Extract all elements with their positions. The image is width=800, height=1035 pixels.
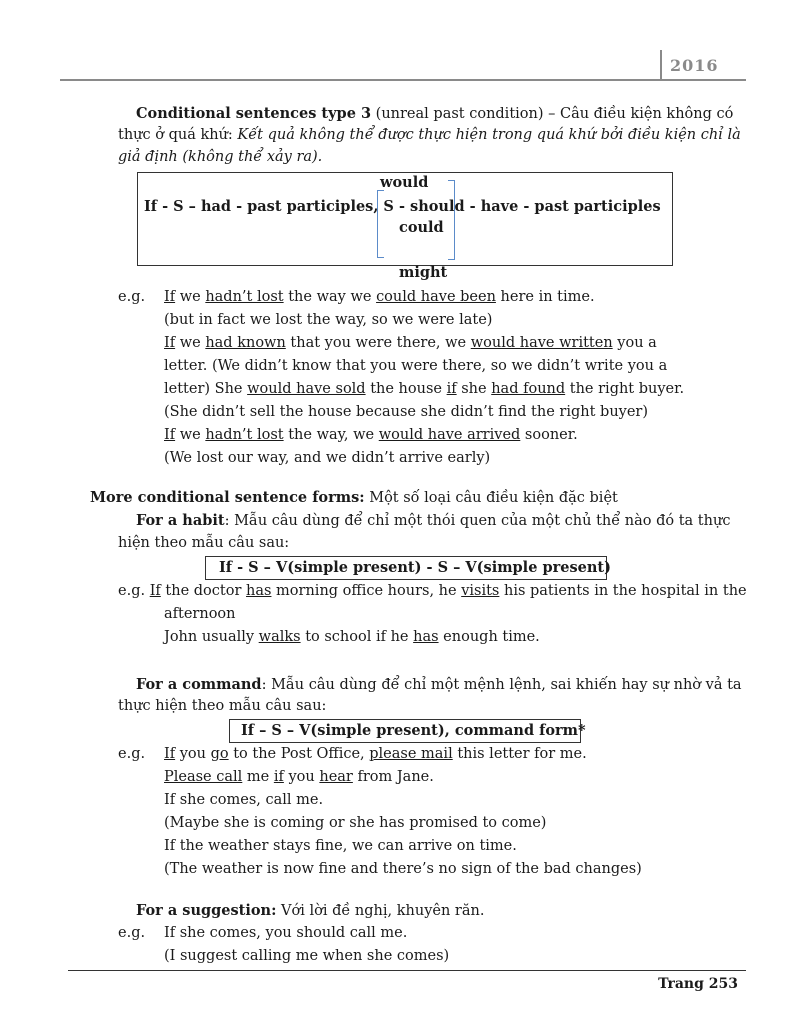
ex-text: the way we	[283, 289, 377, 305]
ex-verb: Please call	[164, 769, 243, 785]
ex-text: morning office hours, he	[271, 583, 462, 599]
suggestion-heading: For a suggestion:	[136, 902, 277, 919]
type3-intro-line1	[136, 105, 733, 122]
suggestion-eg-label: e.g.	[118, 925, 146, 941]
habit-text2: hiện theo mẫu câu sau:	[118, 535, 290, 551]
habit-formula: If - S – V(simple present) - S – V(simple present)	[219, 559, 611, 576]
type3-example-3	[164, 335, 657, 351]
ex-verb: has	[246, 583, 272, 599]
ex-text: John usually	[164, 629, 259, 645]
ex-verb: visits	[461, 583, 500, 599]
type3-example-5	[164, 381, 684, 397]
modal-would: would	[380, 174, 429, 191]
habit-example-1	[118, 583, 747, 599]
ex-text: we	[175, 335, 206, 351]
ex-text: enough time.	[438, 629, 540, 645]
header-year: 2016	[670, 56, 719, 75]
habit-heading: For a habit	[136, 512, 225, 529]
ex-verb: go	[210, 746, 229, 762]
command-example-4: (Maybe she is coming or she has promised to come)	[164, 815, 547, 831]
ex-text: me	[242, 769, 274, 785]
suggestion-example-2: (I suggest calling me when she comes)	[164, 948, 450, 964]
command-example-3: If she comes, call me.	[164, 792, 324, 808]
more-forms-line	[90, 489, 618, 506]
ex-verb: please mail	[369, 746, 453, 762]
ex-text: we	[175, 289, 206, 305]
command-heading: For a command	[136, 676, 262, 693]
habit-example-2: afternoon	[164, 606, 236, 622]
ex-if: If	[164, 427, 176, 443]
ex-verb: could have been	[376, 289, 496, 305]
formula-left: If - S – had - past participles, S -	[144, 198, 411, 215]
type3-example-8: (We lost our way, and we didn’t arrive early)	[164, 450, 491, 466]
command-example-6: (The weather is now fine and there’s no sign of the bad changes)	[164, 861, 642, 877]
habit-example-3	[164, 629, 540, 645]
command-example-5: If the weather stays fine, we can arrive on time.	[164, 838, 517, 854]
ex-verb: would have written	[470, 335, 613, 351]
command-eg-label: e.g.	[118, 746, 146, 762]
footer-rule	[68, 970, 746, 971]
ex-verb: walks	[258, 629, 301, 645]
command-example-2	[164, 769, 434, 785]
command-line1	[136, 676, 742, 693]
type3-example-7	[164, 427, 578, 443]
ex-verb: hear	[319, 769, 353, 785]
ex-text: that you were there, we	[285, 335, 471, 351]
modal-might: might	[399, 264, 448, 281]
type3-intro-italic2: giả định (không thể xảy ra).	[118, 149, 323, 165]
ex-verb: hadn’t lost	[205, 289, 284, 305]
ex-verb: would have sold	[247, 381, 366, 397]
header-divider-tick	[660, 50, 662, 80]
page-number: Trang 253	[658, 976, 738, 992]
ex-text: to the Post Office,	[228, 746, 370, 762]
type3-intro-line2	[118, 127, 741, 143]
type3-intro-italic: Kết quả không thể được thực hiện trong quá khứ bởi điều kiện chỉ là	[237, 127, 741, 143]
type3-example-1	[164, 289, 595, 305]
ex-verb: has	[413, 629, 439, 645]
habit-eg-label: e.g.	[118, 583, 150, 599]
ex-text: here in time.	[495, 289, 595, 305]
ex-text: you	[283, 769, 320, 785]
ex-if: if	[446, 381, 457, 397]
ex-if: If	[164, 289, 176, 305]
ex-text: she	[456, 381, 492, 397]
ex-if: If	[149, 583, 161, 599]
ex-verb: had found	[491, 381, 566, 397]
ex-text: sooner.	[520, 427, 578, 443]
left-bracket	[377, 190, 384, 258]
command-example-1	[164, 746, 587, 762]
header-rule	[60, 79, 746, 81]
ex-text: we	[175, 427, 206, 443]
ex-verb: hadn’t lost	[205, 427, 284, 443]
ex-text: letter) She	[164, 381, 248, 397]
modal-should: should	[410, 198, 465, 215]
command-text: : Mẫu câu dùng để chỉ một mệnh lệnh, sai khiến hay sự nhờ vả ta	[261, 677, 742, 693]
ex-text: you	[175, 746, 211, 762]
ex-verb: had known	[205, 335, 286, 351]
ex-text: you a	[612, 335, 657, 351]
more-forms-text: Một số loại câu điều kiện đặc biệt	[364, 490, 618, 506]
suggestion-text: Với lời đề nghị, khuyên răn.	[276, 903, 485, 919]
more-forms-heading: More conditional sentence forms:	[90, 489, 365, 506]
type3-formula	[144, 198, 661, 215]
habit-line1	[136, 512, 730, 529]
ex-text: to school if he	[300, 629, 414, 645]
ex-if: If	[164, 746, 176, 762]
type3-example-6: (She didn’t sell the house because she didn’t find the right buyer)	[164, 404, 649, 420]
type3-example-4: letter. (We didn’t know that you were there, so we didn’t write you a	[164, 358, 668, 374]
command-text2: thực hiện theo mẫu câu sau:	[118, 698, 327, 714]
suggestion-example-1: If she comes, you should call me.	[164, 925, 408, 941]
ex-text: this letter for me.	[452, 746, 587, 762]
ex-if: If	[164, 335, 176, 351]
formula-right: - have - past participles	[464, 198, 661, 215]
right-bracket	[448, 180, 455, 260]
ex-text: the right buyer.	[565, 381, 685, 397]
type3-intro: (unreal past condition) – Câu điều kiện không có	[371, 106, 734, 122]
ex-text: the doctor	[160, 583, 247, 599]
type3-example-2: (but in fact we lost the way, so we were late)	[164, 312, 493, 328]
suggestion-line1	[136, 902, 484, 919]
ex-text: the way, we	[283, 427, 379, 443]
ex-if: if	[273, 769, 284, 785]
ex-text: the house	[365, 381, 447, 397]
modal-could: could	[399, 219, 444, 236]
ex-text: from Jane.	[352, 769, 434, 785]
ex-text: his patients in the hospital in the	[499, 583, 747, 599]
habit-text: : Mẫu câu dùng để chỉ một thói quen của một chủ thể nào đó ta thực	[224, 513, 731, 529]
type3-heading: Conditional sentences type 3	[136, 105, 372, 122]
type3-intro2: thực ở quá khứ:	[118, 127, 238, 143]
ex-verb: would have arrived	[378, 427, 521, 443]
type3-eg-label: e.g.	[118, 289, 146, 305]
command-formula: If – S – V(simple present), command form*	[241, 722, 586, 739]
